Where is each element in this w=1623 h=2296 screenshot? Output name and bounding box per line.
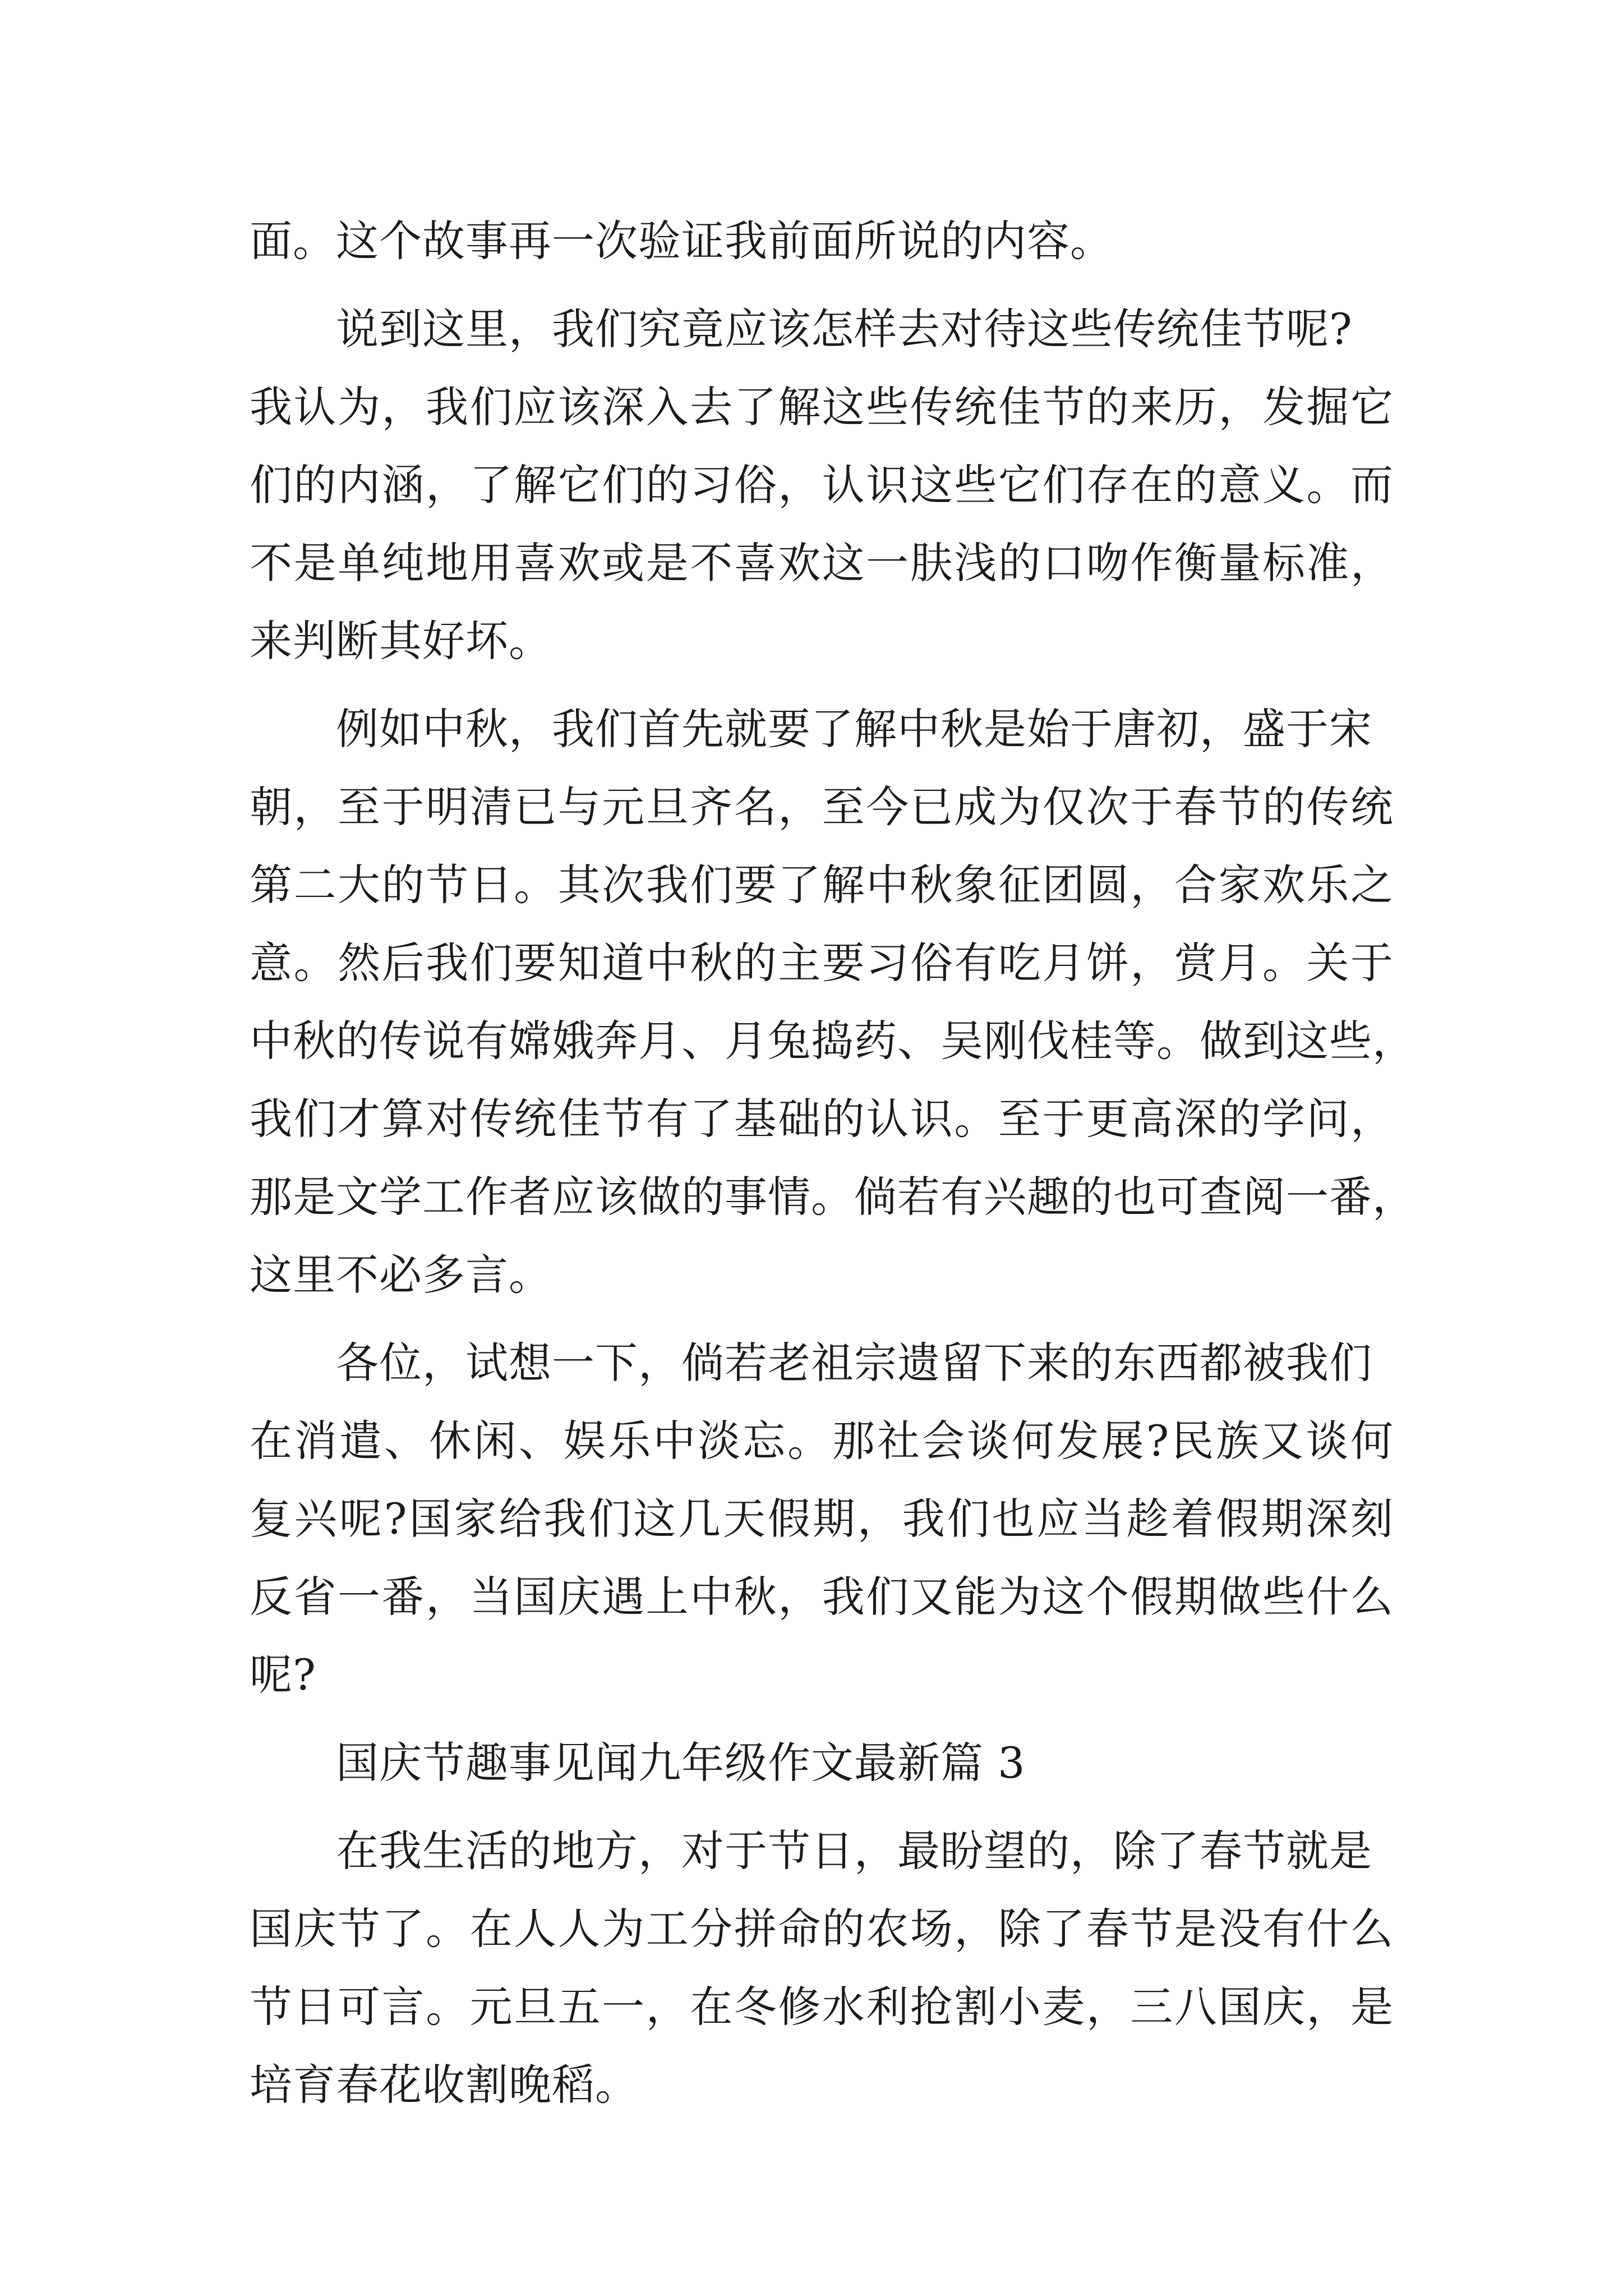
paragraph-3-line-6: 我们才算对传统佳节有了基础的认识。至于更高深的学问， xyxy=(250,1094,1394,1144)
document-body xyxy=(250,202,1415,2124)
paragraph-4-line-4: 反省一番，当国庆遇上中秋，我们又能为这个假期做些什么 xyxy=(250,1572,1394,1622)
paragraph-3-line-2: 朝，至于明清已与元旦齐名，至今已成为仅次于春节的传统 xyxy=(250,782,1394,832)
paragraph-1-line-1: 面。这个故事再一次验证我前面所说的内容。 xyxy=(250,216,1113,266)
paragraph-5-line-4: 培育春花收割晚稻。 xyxy=(250,2060,638,2110)
paragraph-4-line-3: 复兴呢?国家给我们这几天假期，我们也应当趁着假期深刻 xyxy=(250,1494,1394,1544)
paragraph-2-line-2: 我认为，我们应该深入去了解这些传统佳节的来历，发掘它 xyxy=(250,382,1394,432)
section-heading: 国庆节趣事见闻九年级作文最新篇 3 xyxy=(336,1738,1026,1788)
paragraph-4-line-2: 在消遣、休闲、娱乐中淡忘。那社会谈何发展?民族又谈何 xyxy=(250,1416,1394,1466)
paragraph-3-line-1: 例如中秋，我们首先就要了解中秋是始于唐初，盛于宋 xyxy=(336,704,1372,754)
paragraph-3-line-8: 这里不必多言。 xyxy=(250,1250,552,1300)
paragraph-4-line-1: 各位，试想一下，倘若老祖宗遗留下来的东西都被我们 xyxy=(336,1338,1372,1388)
paragraph-3-line-7: 那是文学工作者应该做的事情。倘若有兴趣的也可查阅一番， xyxy=(250,1172,1415,1222)
paragraph-5-line-1: 在我生活的地方，对于节日，最盼望的，除了春节就是 xyxy=(336,1826,1372,1876)
paragraph-3-line-5: 中秋的传说有嫦娥奔月、月兔捣药、吴刚伐桂等。做到这些， xyxy=(250,1016,1415,1066)
paragraph-4-line-5: 呢? xyxy=(250,1650,316,1700)
paragraph-3-line-4: 意。然后我们要知道中秋的主要习俗有吃月饼，赏月。关于 xyxy=(250,938,1394,988)
paragraph-3-line-3: 第二大的节日。其次我们要了解中秋象征团圆，合家欢乐之 xyxy=(250,860,1394,910)
paragraph-2-line-5: 来判断其好坏。 xyxy=(250,616,552,666)
paragraph-2-line-3: 们的内涵，了解它们的习俗，认识这些它们存在的意义。而 xyxy=(250,460,1394,510)
paragraph-5-line-2: 国庆节了。在人人为工分拼命的农场，除了春节是没有什么 xyxy=(250,1904,1394,1954)
paragraph-5-line-3: 节日可言。元旦五一，在冬修水利抢割小麦，三八国庆，是 xyxy=(250,1982,1394,2032)
paragraph-2-line-4: 不是单纯地用喜欢或是不喜欢这一肤浅的口吻作衡量标准， xyxy=(250,538,1394,588)
paragraph-2-line-1: 说到这里，我们究竟应该怎样去对待这些传统佳节呢? xyxy=(336,304,1353,354)
